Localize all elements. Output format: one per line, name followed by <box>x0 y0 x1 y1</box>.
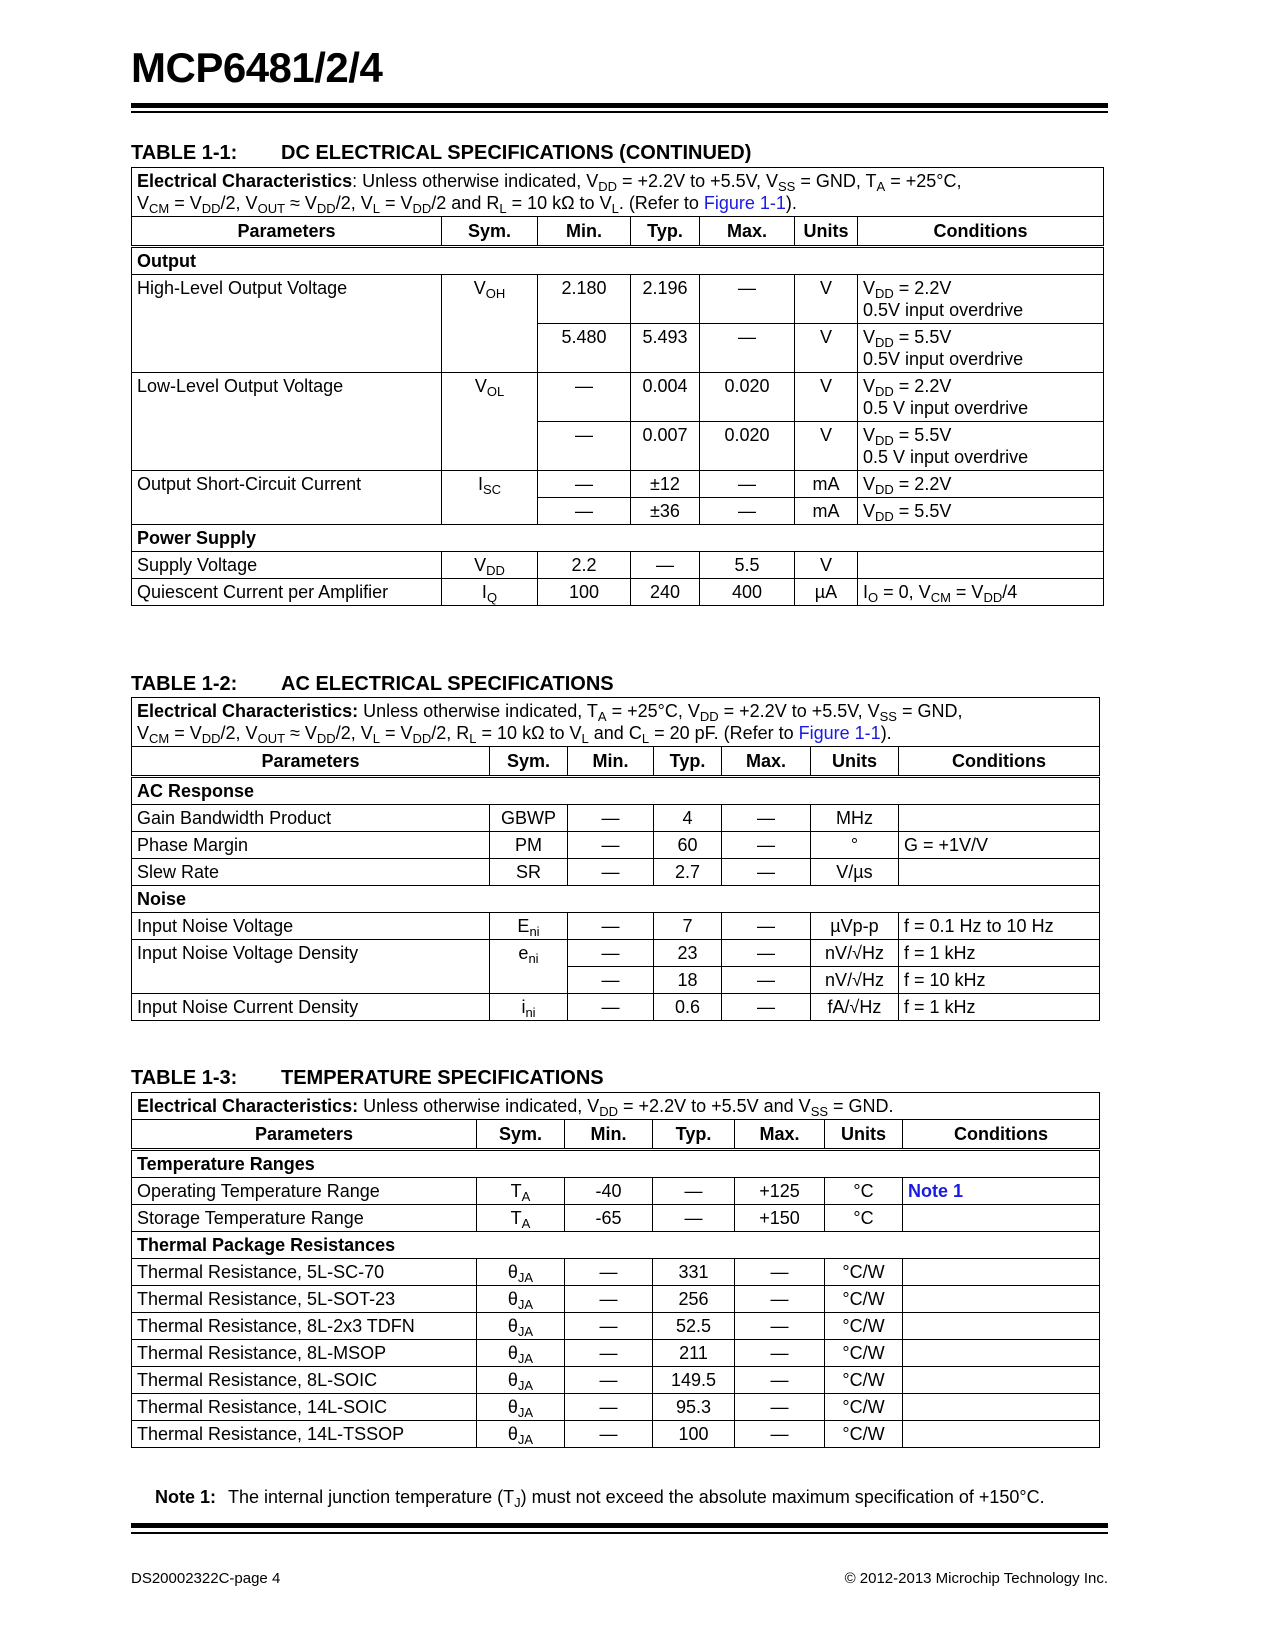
table-1-2-caption <box>131 673 614 696</box>
cond-cell: f = 0.1 Hz to 10 Hz <box>899 913 1100 940</box>
section-ac-response: AC Response <box>132 777 1100 805</box>
cond-cell <box>903 1421 1100 1448</box>
electrical-characteristics: Electrical Characteristics: Unless otherwise indicated, $V_{DD} = +2.2V$ to +5.5V and $V_{SS}$ = GND. <box>132 1093 1100 1120</box>
units-cell: MHz <box>811 805 899 832</box>
table-row <box>132 1421 1100 1448</box>
table-title: TEMPERATURE SPECIFICATIONS <box>281 1067 604 1089</box>
cond-cell <box>858 552 1104 579</box>
units-cell: µVp-p <box>811 913 899 940</box>
param-cell: Thermal Resistance, 5L-SOT-23 <box>132 1286 477 1313</box>
typ-cell: 256 <box>653 1286 735 1313</box>
min-cell: — <box>568 994 654 1021</box>
section-thermal-package-resistances: Thermal Package Resistances <box>132 1232 1100 1259</box>
param-cell: Low-Level Output Voltage <box>132 373 442 471</box>
cond-cell: f = 1 kHz <box>899 940 1100 967</box>
min-cell: — <box>538 498 631 525</box>
sym-cell: $T_A$ <box>477 1178 565 1205</box>
section-row <box>132 1150 1100 1178</box>
units-cell: nV/√Hz <box>811 967 899 994</box>
table-row <box>132 1367 1100 1394</box>
min-cell: 5.480 <box>538 324 631 373</box>
footer-rule-thick <box>131 1523 1108 1528</box>
header-row <box>132 747 1100 777</box>
min-cell: 2.180 <box>538 275 631 324</box>
cond-cell: $V_{DD} = 2.2V$ 0.5V input overdrive <box>858 275 1104 324</box>
table-title: AC ELECTRICAL SPECIFICATIONS <box>281 673 614 695</box>
typ-cell: ±36 <box>631 498 700 525</box>
sym-cell: $i_{ni}$ <box>490 994 568 1021</box>
units-cell: °C/W <box>825 1286 903 1313</box>
min-cell: — <box>568 805 654 832</box>
table-number: TABLE 1-3: <box>131 1067 238 1089</box>
typ-cell: — <box>653 1205 735 1232</box>
col-max: Max. <box>722 747 811 777</box>
cond-cell: $V_{DD} = 5.5V$ 0.5 V input overdrive <box>858 422 1104 471</box>
param-cell: Input Noise Voltage <box>132 913 490 940</box>
typ-cell: — <box>631 552 700 579</box>
min-cell: — <box>565 1340 653 1367</box>
table-1-1-caption <box>131 142 751 165</box>
param-cell: Phase Margin <box>132 832 490 859</box>
min-cell: — <box>565 1286 653 1313</box>
min-cell: — <box>538 373 631 422</box>
sym-cell: $I_{SC}$ <box>442 471 538 525</box>
table-row <box>132 275 1104 324</box>
figure-1-1-link[interactable]: Figure 1-1 <box>703 193 786 213</box>
min-cell: -65 <box>565 1205 653 1232</box>
max-cell: +150 <box>735 1205 825 1232</box>
cond-cell: $V_{DD} = 5.5V$ 0.5V input overdrive <box>858 324 1104 373</box>
max-cell: — <box>722 994 811 1021</box>
cond-cell: f = 1 kHz <box>899 994 1100 1021</box>
table-row <box>132 859 1100 886</box>
param-cell: Thermal Resistance, 8L-2x3 TDFN <box>132 1313 477 1340</box>
min-cell: -40 <box>565 1178 653 1205</box>
param-cell: Thermal Resistance, 14L-TSSOP <box>132 1421 477 1448</box>
section-row <box>132 1232 1100 1259</box>
max-cell: — <box>735 1313 825 1340</box>
header-row <box>132 1120 1100 1150</box>
typ-cell: 211 <box>653 1340 735 1367</box>
param-cell: Quiescent Current per Amplifier <box>132 579 442 606</box>
max-cell: — <box>735 1367 825 1394</box>
max-cell: — <box>700 471 795 498</box>
min-cell: — <box>565 1313 653 1340</box>
col-sym: Sym. <box>490 747 568 777</box>
param-cell: Thermal Resistance, 5L-SC-70 <box>132 1259 477 1286</box>
units-cell: mA <box>795 498 858 525</box>
sym-cell: SR <box>490 859 568 886</box>
typ-cell: 4 <box>654 805 722 832</box>
units-cell: V <box>795 552 858 579</box>
units-cell: °C/W <box>825 1259 903 1286</box>
units-cell: ° <box>811 832 899 859</box>
col-units: Units <box>795 217 858 247</box>
max-cell: — <box>700 324 795 373</box>
section-power-supply: Power Supply <box>132 525 1104 552</box>
units-cell: °C/W <box>825 1367 903 1394</box>
col-conditions: Conditions <box>899 747 1100 777</box>
col-conditions: Conditions <box>858 217 1104 247</box>
section-temperature-ranges: Temperature Ranges <box>132 1150 1100 1178</box>
cond-cell: $V_{DD} = 2.2V$ 0.5 V input overdrive <box>858 373 1104 422</box>
electrical-characteristics-row <box>132 1093 1100 1120</box>
units-cell: °C/W <box>825 1394 903 1421</box>
table-row <box>132 1394 1100 1421</box>
min-cell: — <box>568 859 654 886</box>
typ-cell: 60 <box>654 832 722 859</box>
max-cell: — <box>722 967 811 994</box>
document-title: MCP6481/2/4 <box>131 44 383 91</box>
units-cell: °C <box>825 1205 903 1232</box>
table-row <box>132 373 1104 422</box>
col-units: Units <box>811 747 899 777</box>
param-cell: Thermal Resistance, 14L-SOIC <box>132 1394 477 1421</box>
section-output: Output <box>132 247 1104 275</box>
table-row <box>132 805 1100 832</box>
units-cell: µA <box>795 579 858 606</box>
max-cell: — <box>735 1340 825 1367</box>
col-min: Min. <box>568 747 654 777</box>
col-parameters: Parameters <box>132 747 490 777</box>
sym-cell: $\theta_{JA}$ <box>477 1394 565 1421</box>
table-row <box>132 1313 1100 1340</box>
table-row <box>132 1340 1100 1367</box>
typ-cell: ±12 <box>631 471 700 498</box>
col-conditions: Conditions <box>903 1120 1100 1150</box>
max-cell: — <box>735 1259 825 1286</box>
cond-cell: $V_{DD} = 2.2V$ <box>858 471 1104 498</box>
param-cell: Supply Voltage <box>132 552 442 579</box>
max-cell: 0.020 <box>700 422 795 471</box>
col-min: Min. <box>565 1120 653 1150</box>
param-cell: Gain Bandwidth Product <box>132 805 490 832</box>
sym-cell: PM <box>490 832 568 859</box>
table-row <box>132 1286 1100 1313</box>
col-sym: Sym. <box>442 217 538 247</box>
max-cell: — <box>700 498 795 525</box>
typ-cell: 2.7 <box>654 859 722 886</box>
param-cell: Slew Rate <box>132 859 490 886</box>
cond-cell <box>903 1313 1100 1340</box>
section-row <box>132 886 1100 913</box>
max-cell: 5.5 <box>700 552 795 579</box>
table-row <box>132 913 1100 940</box>
param-cell: Output Short-Circuit Current <box>132 471 442 525</box>
min-cell: — <box>565 1367 653 1394</box>
table-row <box>132 1259 1100 1286</box>
electrical-characteristics-row <box>132 168 1104 217</box>
min-cell: — <box>565 1394 653 1421</box>
min-cell: 100 <box>538 579 631 606</box>
cond-cell <box>903 1178 1100 1205</box>
typ-cell: 0.6 <box>654 994 722 1021</box>
units-cell: nV/√Hz <box>811 940 899 967</box>
sym-cell: $I_Q$ <box>442 579 538 606</box>
sym-cell: $\theta_{JA}$ <box>477 1421 565 1448</box>
param-cell: High-Level Output Voltage <box>132 275 442 373</box>
note-label: Note 1: <box>155 1487 217 1507</box>
typ-cell: 5.493 <box>631 324 700 373</box>
units-cell: °C/W <box>825 1421 903 1448</box>
section-row <box>132 777 1100 805</box>
typ-cell: 2.196 <box>631 275 700 324</box>
cond-cell <box>903 1286 1100 1313</box>
sym-cell: $\theta_{JA}$ <box>477 1367 565 1394</box>
typ-cell: 7 <box>654 913 722 940</box>
table-number: TABLE 1-1: <box>131 142 238 164</box>
units-cell: V <box>795 324 858 373</box>
min-cell: — <box>565 1421 653 1448</box>
units-cell: V <box>795 275 858 324</box>
col-max: Max. <box>735 1120 825 1150</box>
table-row <box>132 1178 1100 1205</box>
sym-cell: $\theta_{JA}$ <box>477 1313 565 1340</box>
sym-cell: $\theta_{JA}$ <box>477 1259 565 1286</box>
typ-cell: 52.5 <box>653 1313 735 1340</box>
cond-cell: $V_{DD} = 5.5V$ <box>858 498 1104 525</box>
max-cell: — <box>722 805 811 832</box>
min-cell: 2.2 <box>538 552 631 579</box>
typ-cell: 100 <box>653 1421 735 1448</box>
footer-doc-id: DS20002322C-page 4 <box>131 1570 281 1587</box>
header-row <box>132 217 1104 247</box>
min-cell: — <box>538 422 631 471</box>
sym-cell: $V_{OH}$ <box>442 275 538 373</box>
typ-cell: — <box>653 1178 735 1205</box>
table-title: DC ELECTRICAL SPECIFICATIONS (CONTINUED) <box>281 142 752 164</box>
table-row <box>132 579 1104 606</box>
col-max: Max. <box>700 217 795 247</box>
col-typ: Typ. <box>653 1120 735 1150</box>
table-1-3 <box>131 1092 1100 1448</box>
max-cell: — <box>735 1286 825 1313</box>
typ-cell: 331 <box>653 1259 735 1286</box>
section-noise: Noise <box>132 886 1100 913</box>
cond-cell: G = +1V/V <box>899 832 1100 859</box>
cond-cell <box>903 1205 1100 1232</box>
footer-rule-thin <box>131 1532 1108 1534</box>
cond-cell: $I_O = 0$, $V_{CM} = V_{DD}/4$ <box>858 579 1104 606</box>
units-cell: V <box>795 373 858 422</box>
units-cell: °C <box>825 1178 903 1205</box>
sym-cell: $\theta_{JA}$ <box>477 1286 565 1313</box>
max-cell: — <box>722 859 811 886</box>
max-cell: — <box>722 940 811 967</box>
cond-cell <box>903 1259 1100 1286</box>
electrical-characteristics: Electrical Characteristics: Unless otherwise indicated, $T_A = +25^\circ C$, $V_{DD} = +2.2V$ to +5.5V, $V_{SS}$ = GND, $V_{CM} = V_{DD}/2$, $V_{OUT} \approx V_{DD}/2$, $V_L = V_{DD}/2$, $R_L = 10$ kΩ to $V_L$ and $C_L = 20$ pF. (Refer to Figure 1-1). <box>132 698 1100 747</box>
max-cell: — <box>735 1394 825 1421</box>
max-cell: — <box>735 1421 825 1448</box>
cond-cell <box>903 1394 1100 1421</box>
header-rule-thin <box>131 111 1108 113</box>
table-row <box>132 471 1104 498</box>
min-cell: — <box>538 471 631 498</box>
param-cell: Storage Temperature Range <box>132 1205 477 1232</box>
section-row <box>132 525 1104 552</box>
sym-cell: $V_{DD}$ <box>442 552 538 579</box>
param-cell: Thermal Resistance, 8L-MSOP <box>132 1340 477 1367</box>
sym-cell: $T_A$ <box>477 1205 565 1232</box>
cond-cell <box>899 805 1100 832</box>
max-cell: 400 <box>700 579 795 606</box>
table-row <box>132 552 1104 579</box>
table-row <box>132 940 1100 967</box>
col-min: Min. <box>538 217 631 247</box>
footnote: Note 1: The internal junction temperature $(T_J)$ must not exceed the absolute maximum specification of +150°C. <box>155 1487 1045 1510</box>
typ-cell: 23 <box>654 940 722 967</box>
units-cell: mA <box>795 471 858 498</box>
figure-1-1-link[interactable]: Figure 1-1 <box>798 723 881 743</box>
col-typ: Typ. <box>654 747 722 777</box>
cond-cell: f = 10 kHz <box>899 967 1100 994</box>
sym-cell: $\theta_{JA}$ <box>477 1340 565 1367</box>
min-cell: — <box>568 967 654 994</box>
units-cell: V <box>795 422 858 471</box>
max-cell: +125 <box>735 1178 825 1205</box>
note-1-link[interactable]: Note 1 <box>908 1181 964 1201</box>
electrical-characteristics-row <box>132 698 1100 747</box>
col-typ: Typ. <box>631 217 700 247</box>
col-sym: Sym. <box>477 1120 565 1150</box>
table-row <box>132 1205 1100 1232</box>
electrical-characteristics: Electrical Characteristics: Unless otherwise indicated, $V_{DD} = +2.2V$ to +5.5V, $V_{SS}$ = GND, $T_A = +25^\circ C$, $V_{CM} = V_{DD}/2$, $V_{OUT} \approx V_{DD}/2$, $V_L = V_{DD}/2$ and $R_L = 10$ kΩ to $V_L$. (Refer to Figure 1-1). <box>132 168 1104 217</box>
sym-cell: GBWP <box>490 805 568 832</box>
min-cell: — <box>568 913 654 940</box>
header-rule-thick <box>131 103 1108 108</box>
cond-cell <box>903 1340 1100 1367</box>
max-cell: — <box>722 832 811 859</box>
units-cell: °C/W <box>825 1313 903 1340</box>
sym-cell: $e_{ni}$ <box>490 940 568 994</box>
min-cell: — <box>568 940 654 967</box>
footer-copyright: © 2012-2013 Microchip Technology Inc. <box>844 1570 1108 1587</box>
table-row <box>132 994 1100 1021</box>
table-1-3-caption <box>131 1067 604 1090</box>
typ-cell: 0.007 <box>631 422 700 471</box>
max-cell: — <box>700 275 795 324</box>
min-cell: — <box>565 1259 653 1286</box>
table-1-2 <box>131 697 1100 1021</box>
max-cell: — <box>722 913 811 940</box>
typ-cell: 149.5 <box>653 1367 735 1394</box>
table-row <box>132 832 1100 859</box>
typ-cell: 240 <box>631 579 700 606</box>
units-cell: °C/W <box>825 1340 903 1367</box>
units-cell: V/µs <box>811 859 899 886</box>
typ-cell: 18 <box>654 967 722 994</box>
units-cell: fA/√Hz <box>811 994 899 1021</box>
section-row <box>132 247 1104 275</box>
cond-cell <box>903 1367 1100 1394</box>
param-cell: Thermal Resistance, 8L-SOIC <box>132 1367 477 1394</box>
max-cell: 0.020 <box>700 373 795 422</box>
col-parameters: Parameters <box>132 1120 477 1150</box>
param-cell: Operating Temperature Range <box>132 1178 477 1205</box>
sym-cell: $V_{OL}$ <box>442 373 538 471</box>
sym-cell: $E_{ni}$ <box>490 913 568 940</box>
param-cell: Input Noise Current Density <box>132 994 490 1021</box>
typ-cell: 0.004 <box>631 373 700 422</box>
col-parameters: Parameters <box>132 217 442 247</box>
table-number: TABLE 1-2: <box>131 673 238 695</box>
table-1-1 <box>131 167 1104 606</box>
col-units: Units <box>825 1120 903 1150</box>
typ-cell: 95.3 <box>653 1394 735 1421</box>
cond-cell <box>899 859 1100 886</box>
min-cell: — <box>568 832 654 859</box>
param-cell: Input Noise Voltage Density <box>132 940 490 994</box>
